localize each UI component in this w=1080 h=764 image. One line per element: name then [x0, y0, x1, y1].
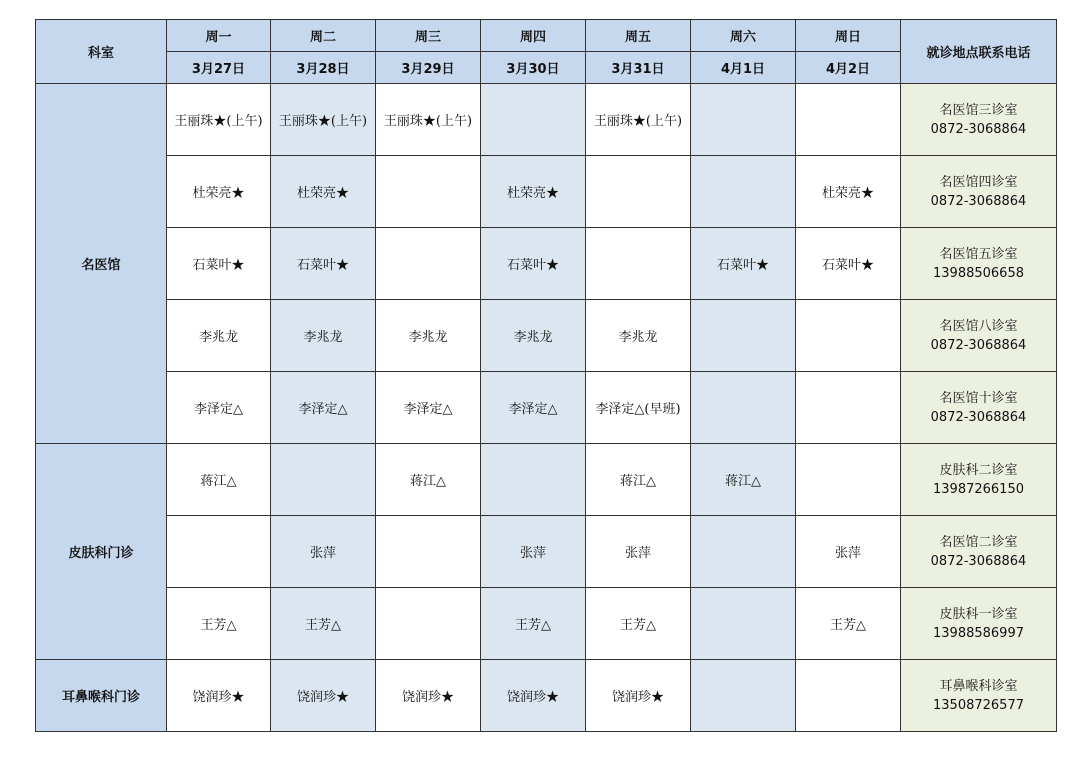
- location-cell: [901, 228, 1057, 300]
- table-row: [36, 516, 1057, 588]
- doctor-cell: [796, 444, 901, 516]
- location-name: 耳鼻喉科诊室: [939, 678, 1018, 694]
- table-row: [36, 444, 1057, 516]
- weekday-header: 周五: [586, 20, 691, 52]
- location-cell: [901, 372, 1057, 444]
- department-cell: 皮肤科门诊: [36, 444, 167, 660]
- location-phone: 13508726577: [933, 697, 1024, 713]
- doctor-cell: [691, 84, 796, 156]
- date-header: 4月1日: [691, 52, 796, 84]
- doctor-cell: [691, 516, 796, 588]
- location-phone: 0872-3068864: [930, 553, 1027, 569]
- location-name: 皮肤科一诊室: [939, 606, 1018, 622]
- location-cell: [901, 444, 1057, 516]
- dept-header: 科室: [36, 20, 167, 84]
- doctor-cell: 王丽珠★(上午): [167, 84, 271, 156]
- weekday-header: 周二: [271, 20, 376, 52]
- doctor-cell: [481, 84, 586, 156]
- doctor-cell: [691, 588, 796, 660]
- doctor-cell: 李兆龙: [376, 300, 481, 372]
- weekday-header: 周日: [796, 20, 901, 52]
- date-header: 3月30日: [481, 52, 586, 84]
- weekday-header: 周四: [481, 20, 586, 52]
- doctor-cell: 石菜叶★: [167, 228, 271, 300]
- location-cell: [901, 660, 1057, 732]
- doctor-cell: [796, 84, 901, 156]
- weekday-header: 周一: [167, 20, 271, 52]
- location-phone: 0872-3068864: [930, 409, 1027, 425]
- location-cell: [901, 300, 1057, 372]
- doctor-cell: [796, 372, 901, 444]
- doctor-cell: 杜荣亮★: [481, 156, 586, 228]
- doctor-cell: [271, 444, 376, 516]
- doctor-cell: 蒋江△: [167, 444, 271, 516]
- contact-header: 就诊地点联系电话: [901, 20, 1057, 84]
- doctor-cell: 蒋江△: [376, 444, 481, 516]
- doctor-cell: 李兆龙: [271, 300, 376, 372]
- location-phone: 13987266150: [933, 481, 1024, 497]
- doctor-cell: 王丽珠★(上午): [586, 84, 691, 156]
- doctor-cell: [691, 300, 796, 372]
- location-phone: 0872-3068864: [930, 337, 1027, 353]
- doctor-cell: 李泽定△: [271, 372, 376, 444]
- location-name: 名医馆三诊室: [939, 102, 1018, 118]
- doctor-cell: [481, 444, 586, 516]
- doctor-cell: 饶润珍★: [481, 660, 586, 732]
- date-header: 3月27日: [167, 52, 271, 84]
- location-phone: 13988586997: [933, 625, 1024, 641]
- date-header: 3月31日: [586, 52, 691, 84]
- doctor-cell: 张萍: [586, 516, 691, 588]
- doctor-cell: [796, 660, 901, 732]
- doctor-cell: 石菜叶★: [796, 228, 901, 300]
- table-row: [36, 588, 1057, 660]
- location-name: 名医馆十诊室: [939, 390, 1018, 406]
- table-row: [36, 300, 1057, 372]
- doctor-cell: 张萍: [271, 516, 376, 588]
- location-name: 名医馆八诊室: [939, 318, 1018, 334]
- location-name: 皮肤科二诊室: [939, 462, 1018, 478]
- doctor-cell: 王芳△: [167, 588, 271, 660]
- doctor-cell: [376, 156, 481, 228]
- location-phone: 0872-3068864: [930, 193, 1027, 209]
- doctor-cell: 杜荣亮★: [796, 156, 901, 228]
- date-header: 3月29日: [376, 52, 481, 84]
- doctor-cell: [586, 228, 691, 300]
- location-cell: [901, 588, 1057, 660]
- table-row: [36, 84, 1057, 156]
- doctor-cell: [796, 300, 901, 372]
- location-cell: [901, 516, 1057, 588]
- doctor-cell: 饶润珍★: [167, 660, 271, 732]
- location-phone: 0872-3068864: [930, 121, 1027, 137]
- doctor-cell: 李兆龙: [167, 300, 271, 372]
- doctor-cell: 王芳△: [271, 588, 376, 660]
- location-cell: [901, 156, 1057, 228]
- doctor-cell: 张萍: [796, 516, 901, 588]
- doctor-cell: 李泽定△: [481, 372, 586, 444]
- doctor-cell: 饶润珍★: [271, 660, 376, 732]
- table-row: [36, 228, 1057, 300]
- location-cell: [901, 84, 1057, 156]
- department-cell: 名医馆: [36, 84, 167, 444]
- doctor-cell: 王芳△: [586, 588, 691, 660]
- department-cell: 耳鼻喉科门诊: [36, 660, 167, 732]
- doctor-cell: [691, 156, 796, 228]
- location-name: 名医馆二诊室: [939, 534, 1018, 550]
- location-name: 名医馆四诊室: [939, 174, 1018, 190]
- doctor-cell: 王芳△: [481, 588, 586, 660]
- schedule-table: [35, 19, 1057, 732]
- doctor-cell: 饶润珍★: [376, 660, 481, 732]
- doctor-cell: [691, 660, 796, 732]
- location-phone: 13988506658: [933, 265, 1024, 281]
- doctor-cell: 杜荣亮★: [167, 156, 271, 228]
- weekday-header: 周六: [691, 20, 796, 52]
- doctor-cell: 饶润珍★: [586, 660, 691, 732]
- location-name: 名医馆五诊室: [939, 246, 1018, 262]
- weekday-header: 周三: [376, 20, 481, 52]
- doctor-cell: [167, 516, 271, 588]
- doctor-cell: 王丽珠★(上午): [376, 84, 481, 156]
- doctor-cell: 杜荣亮★: [271, 156, 376, 228]
- doctor-cell: 石菜叶★: [691, 228, 796, 300]
- table-row: [36, 156, 1057, 228]
- doctor-cell: 王丽珠★(上午): [271, 84, 376, 156]
- doctor-cell: 李兆龙: [586, 300, 691, 372]
- doctor-cell: [376, 588, 481, 660]
- doctor-cell: [691, 372, 796, 444]
- doctor-cell: 石菜叶★: [271, 228, 376, 300]
- table-row: [36, 372, 1057, 444]
- doctor-cell: 蒋江△: [586, 444, 691, 516]
- doctor-cell: [376, 516, 481, 588]
- table-row: [36, 660, 1057, 732]
- doctor-cell: [586, 156, 691, 228]
- doctor-cell: 李泽定△: [167, 372, 271, 444]
- date-header: 4月2日: [796, 52, 901, 84]
- doctor-cell: 张萍: [481, 516, 586, 588]
- doctor-cell: 李泽定△: [376, 372, 481, 444]
- doctor-cell: [376, 228, 481, 300]
- doctor-cell: 石菜叶★: [481, 228, 586, 300]
- doctor-cell: 王芳△: [796, 588, 901, 660]
- doctor-cell: 李泽定△(早班): [586, 372, 691, 444]
- doctor-cell: 蒋江△: [691, 444, 796, 516]
- doctor-cell: 李兆龙: [481, 300, 586, 372]
- date-header: 3月28日: [271, 52, 376, 84]
